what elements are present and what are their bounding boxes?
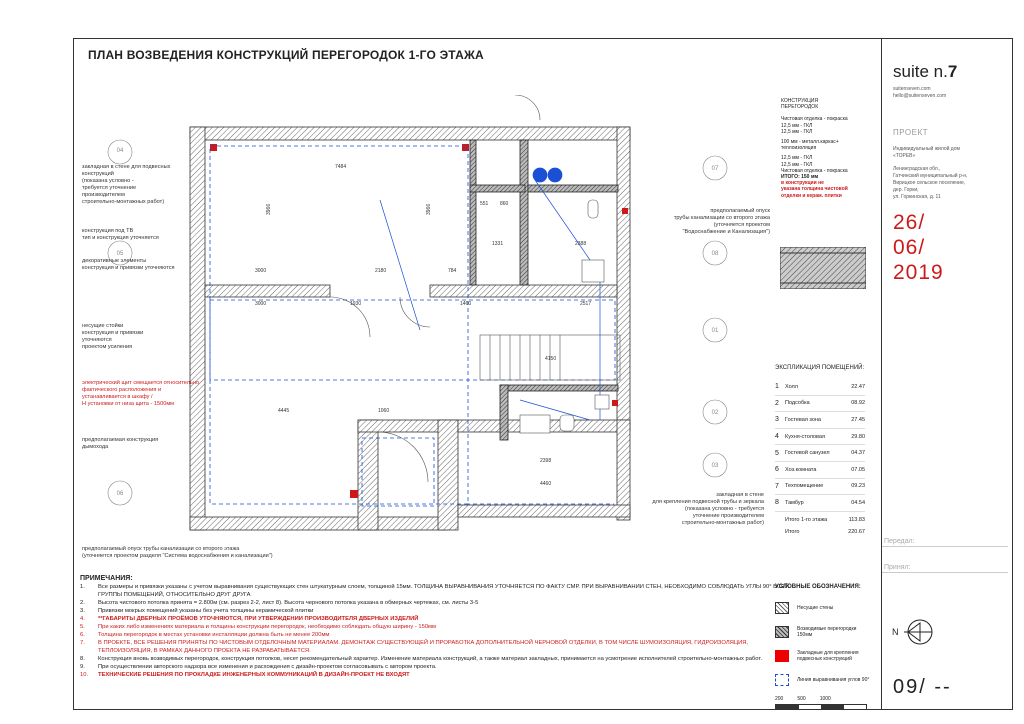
issue-date: 26/ 06/ 2019 — [893, 211, 944, 284]
axis-label: 04 — [116, 148, 124, 154]
legend-item: Возводимые перегородки 150мм — [775, 622, 870, 642]
note-item: 6. Толщина перегородок в местах установки инсталляции должна быть не менее 200мм — [80, 632, 330, 638]
fixtures — [520, 200, 609, 433]
dimension: 3966 — [266, 203, 272, 215]
room-row: 1 Холл 22.47 — [775, 379, 865, 396]
accept-label: Принял: — [884, 564, 911, 571]
dimension: 1060 — [378, 408, 390, 414]
legend-item: Закладные для крепления подвесных конструкций — [775, 646, 870, 666]
axis-label: 03 — [711, 463, 719, 469]
notes: ПРИМЕЧАНИЯ: 1. Все размеры и привязки указаны с учетом выравнивания существующих стен штукатурным слоем, толщиной 15мм. ТОЛЩИНА ВЫРАВНИВАНИЯ УТОЧНЯЕТСЯ ПО ФАКТУ СМР. ПРИ ВЫРАВНИВАНИИ СТЕН, НЕОБХОДИМО СОБЛЮДАТЬ УГЛЫ 90° ВСЕЙ ГРУППЫ ПОМЕЩЕНИЙ, ОТНОСИТЕЛЬНО ДРУГ ДРУГА 2. Высота чистового потолка принята = 2.800м (см. разрез 2-2, лист 8). Высота чернового потолка указана в обмерных чертежах, см. листы 3-5 3. Привязки мокрых помещений указаны без учета толщины керамической плитки 4. **ГАБАРИТЫ ДВЕРНЫХ ПРОЁМОВ УТОЧНЯЮТСЯ, ПРИ УТВЕРЖДЕНИИ ПРОИЗВОДИТЕЛЯ ДВЕРНЫХ ИЗДЕЛИЙ 5. При каких либо изменениях материала и толщины конструкции перегородок, необходимо соблюдать общую ширину - 150мм 6. Толщина перегородок в местах установки инсталляции должна быть не менее 200мм 7. В ПРОЕКТЕ, ВСЕ РЕШЕНИЯ ПРИНЯТЫ ПО ЧИСТОВЫМ ОТДЕЛОЧНЫМ МАТЕРИАЛАМ. ДЕМОНТАЖ СУЩЕСТВУЮЩЕЙ И ПРОРАБОТКА ДОПОЛНИТЕЛЬНОЙ ЧЕРНОВОЙ ОТДЕЛКИ, В ТОМ ЧИСЛЕ ШУМОИЗОЛЯЦИЯ, ГИДРОИЗОЛЯЦИЯ, ТЕПЛОИЗОЛЯЦИЯ, В РАМКАХ ДАННОГО ПРОЕКТА НЕ РАЗРАБАТЫВАЕТСЯ. 8. Конструкция вновь возводимых перегородок, конструкция потолков, несет рекомендательный характер. Изменение материала конструкций, а также материал закладных, принимается на усмотрение исполнителей строительно-монтажных работ. 9. При осуществлении авторского надзора все изменения и расхождения с дизайн-проектом согласовывать с автором проекта. 10. ТЕХНИЧЕСКИЕ РЕШЕНИЯ ПО ПРОКЛАДКЕ ИНЖЕНЕРНЫХ КОММУНИКАЦИЙ В ДИЗАЙН-ПРОЕКТ НЕ ВХОДЯТ — [80, 575, 800, 679]
studio-logo: suite n.7 — [893, 62, 958, 81]
room-explication: ЭКСПЛИКАЦИЯ ПОМЕЩЕНИЙ: 1 Холл 22.47 2 Подсобка 08.92 3 Гостевая зона 27.45 4 Кухня-столовая 29.80 5 Гостевой санузел 04.37 6 Хоз.комната 07.05 7 Техпомещение 09.23 8 Тамбур 04.54 Итого 1-го этажа 113.83 Итого 220.67 — [775, 365, 865, 536]
annotation-decorative: декоративные элементы конструкция и привязки уточняются — [82, 258, 175, 271]
room-row: 2 Подсобка 08.92 — [775, 396, 865, 413]
axis-label: 01 — [711, 328, 719, 334]
dimension: 1460 — [460, 301, 472, 307]
note-item: 9. При осуществлении авторского надзора все изменения и расхождения с дизайн-проектом согласовывать с автором проекта. — [80, 664, 437, 670]
annotation-bearing-posts: несущие стойки конструкция и привязки уточняются проектом усиления — [82, 323, 144, 350]
room-row: 6 Хоз.комната 07.05 — [775, 462, 865, 479]
dimension: 1331 — [492, 241, 504, 247]
drawing-title: ПЛАН ВОЗВЕДЕНИЯ КОНСТРУКЦИЙ ПЕРЕГОРОДОК 1-ГО ЭТАЖА — [88, 48, 484, 62]
sheet-number: 09/ -- — [893, 676, 952, 698]
legend-item: Линия выравнивания углов 90° — [775, 670, 870, 690]
total-row: Итого 220.67 — [785, 529, 865, 536]
note-item: 2. Высота чистового потолка принята = 2.800м (см. разрез 2-2, лист 8). Высота чернового потолка указана в обмерных чертежах, см. листы 3-5 — [80, 600, 479, 606]
note-item: 1. Все размеры и привязки указаны с учетом выравнивания существующих стен штукатурным слоем, толщиной 15мм. ТОЛЩИНА ВЫРАВНИВАНИЯ УТОЧНЯЕТСЯ ПО ФАКТУ СМР. ПРИ ВЫРАВНИВАНИИ СТЕН, НЕОБХОДИМО СОБЛЮДАТЬ УГЛЫ 90° ВСЕЙ ГРУППЫ ПОМЕЩЕНИЙ, ОТНОСИТЕЛЬНО ДРУГ ДРУГА — [80, 584, 790, 598]
annotation-sewer-bottom: предполагаемый опуск трубы канализации со второго этажа (уточняется проектом разделя "Система водоснабжения и канализации") — [82, 546, 273, 559]
dimension: 3000 — [255, 268, 267, 274]
svg-text:N: N — [892, 627, 899, 637]
room-row: 8 Тамбур 04.54 — [775, 495, 865, 512]
note-item: 5. При каких либо изменениях материала и толщины конструкции перегородок, необходимо соблюдать общую ширину - 150мм — [80, 624, 437, 630]
dimension: 2517 — [580, 301, 592, 307]
scale-bar-graphic — [775, 704, 867, 710]
signature-line — [882, 546, 1008, 547]
dimension: 1930 — [350, 301, 362, 307]
axis-label: 02 — [711, 410, 719, 416]
dimension: 860 — [500, 201, 509, 207]
dimension: 2398 — [540, 458, 552, 464]
total-floor-row: Итого 1-го этажа 113.83 — [785, 516, 865, 523]
room-row: 3 Гостевая зона 27.45 — [775, 412, 865, 429]
room-row: 4 Кухня-столовая 29.80 — [775, 429, 865, 446]
alignment-lines — [210, 146, 615, 506]
room-row: 7 Техпомещение 09.23 — [775, 479, 865, 496]
note-item: 8. Конструкция вновь возводимых перегородок, конструкция потолков, несет рекомендательный характер. Изменение материала конструкций, а также материал закладных, принимается на усмотрение исполнителей строительно-монтажных работ. — [80, 656, 762, 662]
room-row: 5 Гостевой санузел 04.37 — [775, 445, 865, 462]
annotation-sewer-drop: предполагаемый опуск трубы канализации со второго этажа (уточняется проектом "Водоснабжение и Канализация") — [673, 208, 770, 235]
project-label: ПРОЕКТ — [893, 128, 929, 137]
contact-info: suitenseven.com hello@suitenseven.com — [893, 86, 947, 99]
dimension: 4460 — [540, 481, 552, 487]
axis-label: 08 — [711, 251, 719, 257]
annotation-electric-panel: электрический щит смещается относительно фактического расположения и устанавливается в шкафу / Н установки от низа щита - 1500мм — [82, 380, 200, 407]
dimension: 7484 — [335, 164, 347, 170]
axis-label: 07 — [711, 166, 719, 172]
dimension: 551 — [480, 201, 489, 207]
dimension: 4445 — [278, 408, 290, 414]
signature-line — [882, 572, 1008, 573]
note-item: 3. Привязки мокрых помещений указаны без учета толщины керамической плитки — [80, 608, 314, 614]
dimension: 2180 — [375, 268, 387, 274]
note-item: 4. **ГАБАРИТЫ ДВЕРНЫХ ПРОЁМОВ УТОЧНЯЮТСЯ, ПРИ УТВЕРЖДЕНИИ ПРОИЗВОДИТЕЛЯ ДВЕРНЫХ ИЗДЕЛИЙ — [80, 616, 419, 622]
note-item: 10. ТЕХНИЧЕСКИЕ РЕШЕНИЯ ПО ПРОКЛАДКЕ ИНЖЕНЕРНЫХ КОММУНИКАЦИЙ В ДИЗАЙН-ПРОЕКТ НЕ ВХОДЯТ — [80, 672, 410, 678]
legend: УСЛОВНЫЕ ОБОЗНАЧЕНИЯ: Несущие стены Возводимые перегородки 150мм Закладные для крепления подвесных конструкций Линия выравнивания углов 90° 200 500 1000 — [775, 584, 870, 710]
dimension: 784 — [448, 268, 457, 274]
dimension: 4150 — [545, 356, 557, 362]
legend-item: Несущие стены — [775, 598, 870, 618]
dimension: 2388 — [575, 241, 587, 247]
note-item: 7. В ПРОЕКТЕ, ВСЕ РЕШЕНИЯ ПРИНЯТЫ ПО ЧИСТОВЫМ ОТДЕЛОЧНЫМ МАТЕРИАЛАМ. ДЕМОНТАЖ СУЩЕСТВУЮЩЕЙ И ПРОРАБОТКА ДОПОЛНИТЕЛЬНОЙ ЧЕРНОВОЙ ОТДЕЛКИ, В ТОМ ЧИСЛЕ ШУМОИЗОЛЯЦИЯ, ГИДРОИЗОЛЯЦИЯ, ТЕПЛОИЗОЛЯЦИЯ, В РАМКАХ ДАННОГО ПРОЕКТА НЕ РАЗРАБАТЫВАЕТСЯ. — [80, 640, 749, 654]
sidebar-divider — [881, 38, 882, 710]
embed-markers — [210, 144, 628, 498]
dimension-labels — [255, 164, 591, 487]
dimension: 3966 — [426, 203, 432, 215]
axis-label: 05 — [116, 251, 124, 257]
construction-spec: КОНСТРУКЦИЯ ПЕРЕГОРОДОК Чистовая отделка - покраска 12,5 мм - ГКЛ 12,5 мм - ГКЛ 100 мм - металл.каркас+ теплоизоляция 12,5 мм - ГКЛ 12,5 мм - ГКЛ Чистовая отделка - покраска ИТОГО: 150 мм в конструкции не указана толщина чистовой отделки и керам. плитки — [781, 98, 848, 199]
annotation-chimney: предполагаемая конструкция дымохода — [82, 437, 159, 450]
project-description: Индивидуальный жилой дом «ТОРЕВ» Ленинградская обл., Гатчинский муниципальный р-н, Вирицкое сельское поселение, дер. Горки, ул. Горкинская, д. 11 — [893, 146, 968, 200]
annotation-mirror-embed: закладная в стене для крепления подвесной трубы и зеркала (показана условно - требуется уточнение производителем строительно-монтажных работ) — [652, 492, 764, 526]
annotation-embed-wall: закладная в стене для подвесных конструкций (показана условно - требуется уточнение производителем строительно-монтажных работ) — [82, 164, 171, 205]
north-arrow-icon — [892, 615, 942, 655]
dimension: 3000 — [255, 301, 267, 307]
scale-bar: 200 500 1000 — [775, 696, 831, 702]
annotation-tv-construction: конструкция под ТВ тип и конструкция уточняется — [82, 228, 159, 241]
axis-label: 06 — [116, 491, 124, 497]
construction-section — [780, 247, 866, 289]
review-label: Передал: — [884, 538, 915, 545]
